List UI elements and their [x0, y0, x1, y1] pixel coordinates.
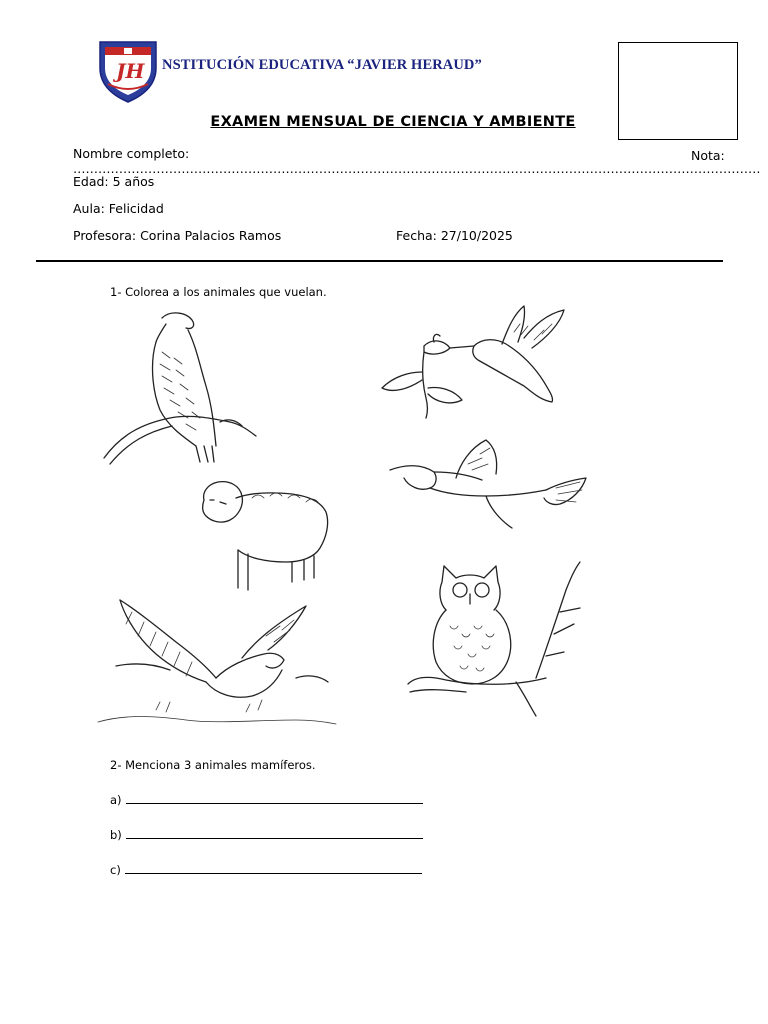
question-2: 2- Menciona 3 animales mamíferos. [110, 758, 316, 772]
answer-a[interactable] [110, 793, 423, 807]
school-name: NSTITUCIÓN EDUCATIVA “JAVIER HERAUD” [162, 57, 482, 73]
answer-c[interactable] [110, 863, 422, 877]
answer-b[interactable] [110, 828, 423, 842]
edad-text: Edad: 5 años [73, 174, 155, 189]
answer-b-label: b) [110, 828, 122, 842]
aula-text: Aula: Felicidad [73, 201, 164, 216]
school-crest-logo [96, 38, 160, 104]
owl-image [406, 560, 586, 720]
answer-c-label: c) [110, 863, 121, 877]
answer-a-label: a) [110, 793, 122, 807]
answer-a-line[interactable] [126, 793, 423, 804]
fecha-text: Fecha: 27/10/2025 [396, 228, 513, 243]
question-1: 1- Colorea a los animales que vuelan. [110, 285, 327, 299]
eagle-image [100, 306, 260, 466]
profesora-text: Profesora: Corina Palacios Ramos [73, 228, 282, 243]
hummingbird-image [374, 302, 574, 420]
divider-line [36, 260, 723, 262]
svg-text:JH: JH [116, 59, 145, 83]
flying-bird-image [386, 438, 590, 532]
name-field: Nombre completo: ………………………………………………………………………………………………………………………………………………… [73, 146, 761, 176]
sheep-image [196, 478, 330, 596]
dove-image [96, 596, 340, 728]
answer-c-line[interactable] [125, 863, 422, 874]
answer-b-line[interactable] [126, 828, 423, 839]
exam-title: EXAMEN MENSUAL DE CIENCIA Y AMBIENTE [210, 114, 576, 130]
nota-label: Nota: [691, 148, 725, 163]
